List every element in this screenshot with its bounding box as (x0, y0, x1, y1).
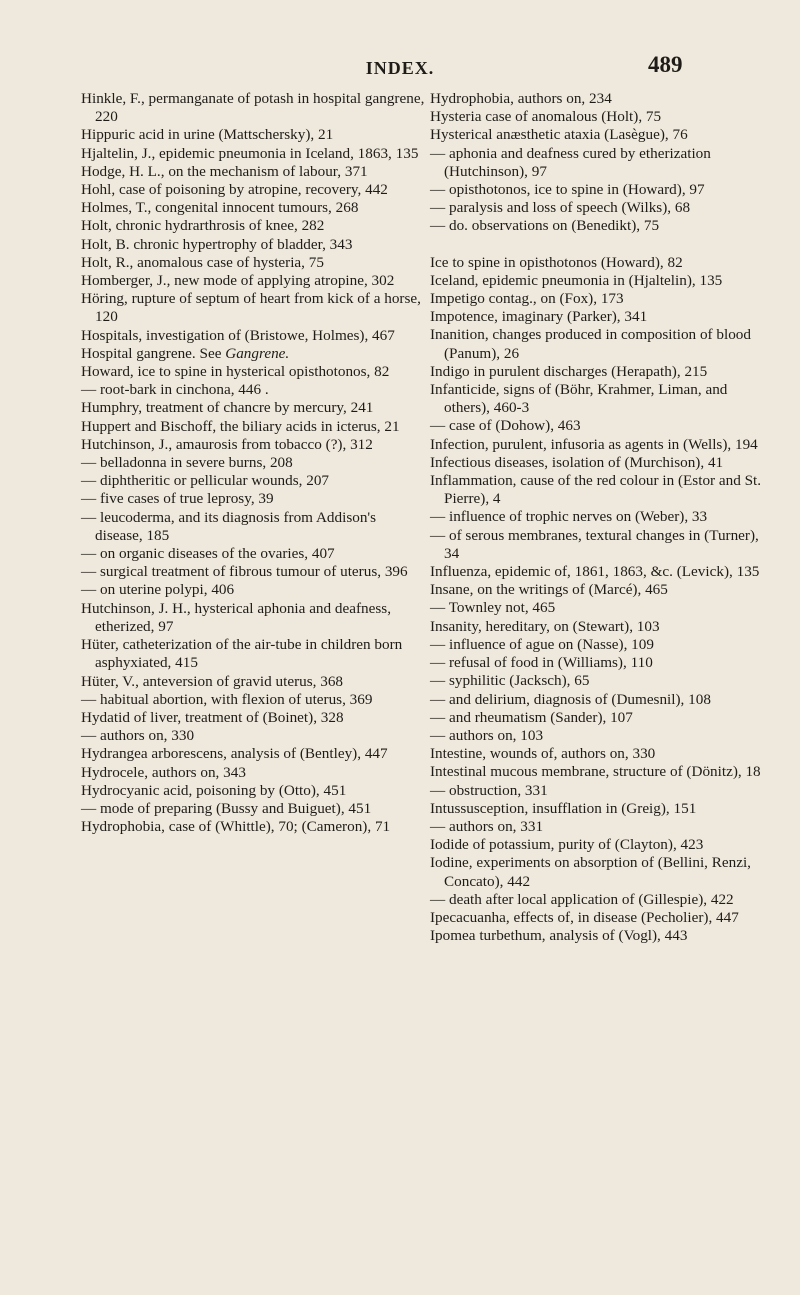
index-entry: Hydrophobia, case of (Whittle), 70; (Cameron), 71 (81, 818, 391, 836)
index-entry: — influence of trophic nerves on (Weber), 33 (430, 508, 708, 526)
index-entry: Hydrocyanic acid, poisoning by (Otto), 451 (81, 781, 347, 799)
index-entry: Indigo in purulent discharges (Herapath), 215 (430, 362, 708, 380)
index-entry: Hydatid of liver, treatment of (Boinet), 328 (81, 708, 344, 726)
index-entry: — of serous membranes, textural changes in (Turner), 34 (430, 526, 759, 562)
index-entry: — authors on, 103 (430, 726, 544, 744)
index-entry: — do. observations on (Benedikt), 75 (430, 217, 660, 235)
index-entry: Humphry, treatment of chancre by mercury, 241 (81, 399, 374, 417)
index-entry: — root-bark in cinchona, 446 . (81, 381, 269, 399)
index-entry: Ipomea turbethum, analysis of (Vogl), 443 (430, 927, 688, 945)
index-column-right (430, 90, 775, 945)
index-entry: Hüter, V., anteversion of gravid uterus, 368 (81, 672, 344, 690)
index-entry: Holt, chronic hydrarthrosis of knee, 282 (81, 217, 325, 235)
index-entry: — opisthotonos, ice to spine in (Howard), 97 (430, 181, 705, 199)
index-entry: Hysterical anæsthetic ataxia (Lasègue), 76 (430, 126, 688, 144)
index-entry: — on organic diseases of the ovaries, 407 (81, 545, 335, 563)
index-entry: Iceland, epidemic pneumonia in (Hjaltelin), 135 (430, 271, 723, 289)
index-entry: — on uterine polypi, 406 (81, 581, 235, 599)
index-entry: — habitual abortion, with flexion of uterus, 369 (81, 690, 373, 708)
index-entry: Hysteria case of anomalous (Holt), 75 (430, 108, 662, 126)
index-entry: Infection, purulent, infusoria as agents in (Wells), 194 (430, 435, 758, 453)
index-entry: — paralysis and loss of speech (Wilks), 68 (430, 199, 691, 217)
index-entry: Impetigo contag., on (Fox), 173 (430, 290, 624, 308)
section-gap (430, 236, 775, 254)
index-entry: — and delirium, diagnosis of (Dumesnil), 108 (430, 690, 711, 708)
index-entry: — authors on, 330 (81, 727, 195, 745)
index-entry: — case of (Dohow), 463 (430, 417, 581, 435)
index-entry: Hjaltelin, J., epidemic pneumonia in Iceland, 1863, 135 (81, 144, 419, 162)
index-entry: Holt, B. chronic hypertrophy of bladder, 343 (81, 235, 353, 253)
index-entry: Hydrangea arborescens, analysis of (Bentley), 447 (81, 745, 388, 763)
index-entry: Hydrocele, authors on, 343 (81, 763, 246, 781)
index-entry: Homberger, J., new mode of applying atropine, 302 (81, 272, 395, 290)
index-entry: — death after local application of (Gillespie), 422 (430, 890, 734, 908)
index-entry: — authors on, 331 (430, 817, 544, 835)
index-entry: Intestinal mucous membrane, structure of (Dönitz), 18 (430, 763, 761, 781)
index-entry: — five cases of true leprosy, 39 (81, 490, 274, 508)
index-entry: Hippuric acid in urine (Mattschersky), 21 (81, 126, 334, 144)
index-entry: Hospitals, investigation of (Bristowe, Holmes), 467 (81, 326, 395, 344)
index-column-left (81, 90, 426, 836)
index-entry: Hutchinson, J., amaurosis from tobacco (?), 312 (81, 435, 373, 453)
index-entry: Infanticide, signs of (Böhr, Krahmer, Liman, and others), 460-3 (430, 381, 728, 417)
index-entry: — leucoderma, and its diagnosis from Addison's disease, 185 (81, 508, 377, 544)
index-entry: Inflammation, cause of the red colour in (Estor and St. Pierre), 4 (430, 472, 762, 508)
index-entry: Ipecacuanha, effects of, in disease (Pecholier), 447 (430, 908, 739, 926)
index-entry: — mode of preparing (Bussy and Buiguet), 451 (81, 799, 372, 817)
index-entry: Hospital gangrene. See Gangrene. (81, 344, 290, 362)
page-number: 489 (648, 52, 683, 77)
index-entry: Hinkle, F., permanganate of potash in hospital gangrene, 220 (81, 90, 425, 126)
index-entry: Insane, on the writings of (Marcé), 465 (430, 581, 668, 599)
index-entry: Holmes, T., congenital innocent tumours, 268 (81, 199, 359, 217)
running-head-title: INDEX. (365, 58, 435, 78)
index-entry: Iodine, experiments on absorption of (Bellini, Renzi, Concato), 442 (430, 854, 751, 890)
index-entry: — obstruction, 331 (430, 781, 548, 799)
index-entry: Intestine, wounds of, authors on, 330 (430, 745, 656, 763)
index-entry: Iodide of potassium, purity of (Clayton), 423 (430, 836, 704, 854)
index-entry: Howard, ice to spine in hysterical opisthotonos, 82 (81, 363, 390, 381)
index-entry: Influenza, epidemic of, 1861, 1863, &c. (Levick), 135 (430, 563, 760, 581)
index-entry: — diphtheritic or pellicular wounds, 207 (81, 472, 330, 490)
index-entry: — refusal of food in (Williams), 110 (430, 654, 653, 672)
index-entry: Holt, R., anomalous case of hysteria, 75 (81, 253, 324, 271)
index-entry: Hydrophobia, authors on, 234 (430, 90, 612, 107)
index-entry: Huppert and Bischoff, the biliary acids in icterus, 21 (81, 417, 400, 435)
index-entry: Insanity, hereditary, on (Stewart), 103 (430, 617, 660, 635)
page-header (0, 52, 800, 82)
index-entry: — Townley not, 465 (430, 599, 556, 617)
index-entry: Infectious diseases, isolation of (Murchison), 41 (430, 453, 724, 471)
index-entry: Hutchinson, J. H., hysterical aphonia and deafness, etherized, 97 (81, 599, 392, 635)
index-entry: Intussusception, insufflation in (Greig), 151 (430, 799, 697, 817)
index-entry: Höring, rupture of septum of heart from kick of a horse, 120 (81, 290, 421, 326)
index-entry: Impotence, imaginary (Parker), 341 (430, 308, 648, 326)
index-entry: Hodge, H. L., on the mechanism of labour, 371 (81, 162, 368, 180)
index-entry: — belladonna in severe burns, 208 (81, 454, 293, 472)
index-entry: — surgical treatment of fibrous tumour of uterus, 396 (81, 563, 408, 581)
index-entry: Hüter, catheterization of the air-tube in children born asphyxiated, 415 (81, 636, 403, 672)
index-entry: — aphonia and deafness cured by etherization (Hutchinson), 97 (430, 144, 711, 180)
index-entry: — influence of ague on (Nasse), 109 (430, 635, 654, 653)
index-entry: — and rheumatism (Sander), 107 (430, 708, 633, 726)
index-entry: — syphilitic (Jacksch), 65 (430, 672, 590, 690)
index-entry: Inanition, changes produced in composition of blood (Panum), 26 (430, 326, 751, 362)
index-entry: Ice to spine in opisthotonos (Howard), 82 (430, 253, 683, 271)
index-entry: Hohl, case of poisoning by atropine, recovery, 442 (81, 181, 388, 199)
